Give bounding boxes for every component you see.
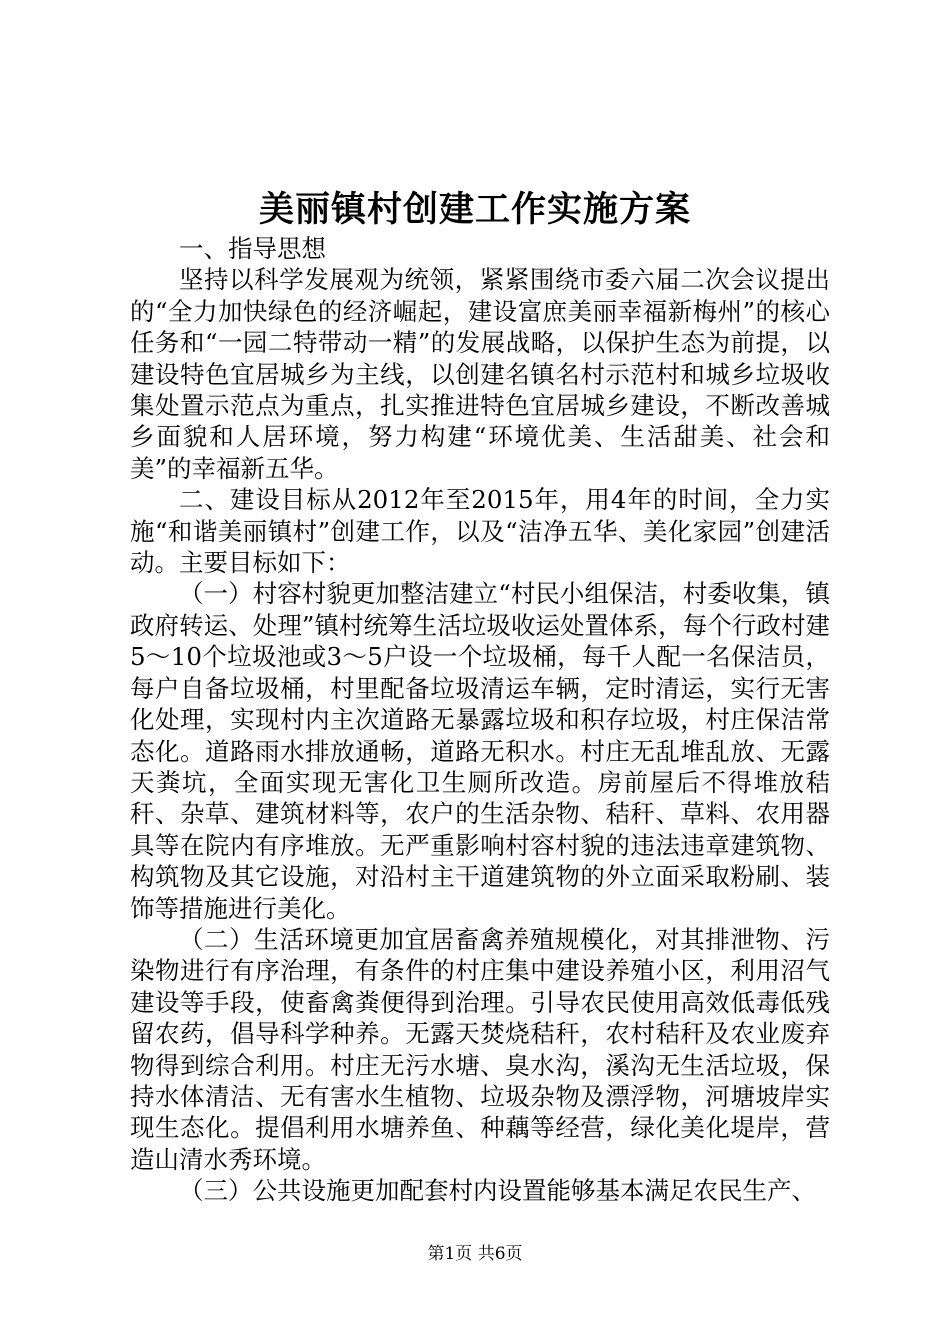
document-title: 美丽镇村创建工作实施方案 [258,189,691,230]
document-body [130,233,830,1207]
paragraph-construction-goals: 二、建设目标从2012年至2015年，用4年的时间，全力实施“和谐美丽镇村”创建工作，以及“洁净五华、美化家园”创建活动。主要目标如下： [130,485,830,578]
paragraph-village-appearance: （一）村容村貌更加整洁建立“村民小组保洁，村委收集，镇政府转运、处理”镇村统筹生活垃圾收运处置体系，每个行政村建5～10个垃圾池或3～5户设一个垃圾桶，每千人配一名保洁员，每户自备垃圾桶，村里配备垃圾清运车辆，定时清运，实行无害化处理，实现村内主次道路无暴露垃圾和积存垃圾，村庄保洁常态化。道路雨水排放通畅，道路无积水。村庄无乱堆乱放、无露天粪坑，全面实现无害化卫生厕所改造。房前屋后不得堆放秸秆、杂草、建筑材料等，农户的生活杂物、秸秆、草料、农用器具等在院内有序堆放。无严重影响村容村貌的违法违章建筑物、构筑物及其它设施，对沿村主干道建筑物的外立面采取粉刷、装饰等措施进行美化。 [130,579,830,923]
paragraph-guiding-thought: 坚持以科学发展观为统领，紧紧围绕市委六届二次会议提出的“全力加快绿色的经济崛起，建设富庶美丽幸福新梅州”的核心任务和“一园二特带动一精”的发展战略，以保护生态为前提，以建设特色宜居城乡为主线，以创建名镇名村示范村和城乡垃圾收集处置示范点为重点，扎实推进特色宜居城乡建设，不断改善城乡面貌和人居环境，努力构建“环境优美、生活甜美、社会和美”的幸福新五华。 [130,265,830,483]
paragraph-public-facilities: （三）公共设施更加配套村内设置能够基本满足农民生产、 [179,1176,816,1206]
paragraph-living-environment: （二）生活环境更加宜居畜禽养殖规模化，对其排泄物、污染物进行有序治理，有条件的村庄集中建设养殖小区，利用沼气建设等手段，使畜禽粪便得到治理。引导农民使用高效低毒低残留农药，倡导科学种养。无露天焚烧秸秆，农村秸秆及农业废弃物得到综合利用。村庄无污水塘、臭水沟，溪沟无生活垃圾，保持水体清洁、无有害水生植物、垃圾杂物及漂浮物，河塘坡岸实现生态化。提倡利用水塘养鱼、种藕等经营，绿化美化堤岸，营造山清水秀环境。 [130,924,830,1174]
section-heading-guiding-thought: 一、指导思想 [179,234,326,263]
page-footer: 第1页 共6页 [427,1244,523,1264]
